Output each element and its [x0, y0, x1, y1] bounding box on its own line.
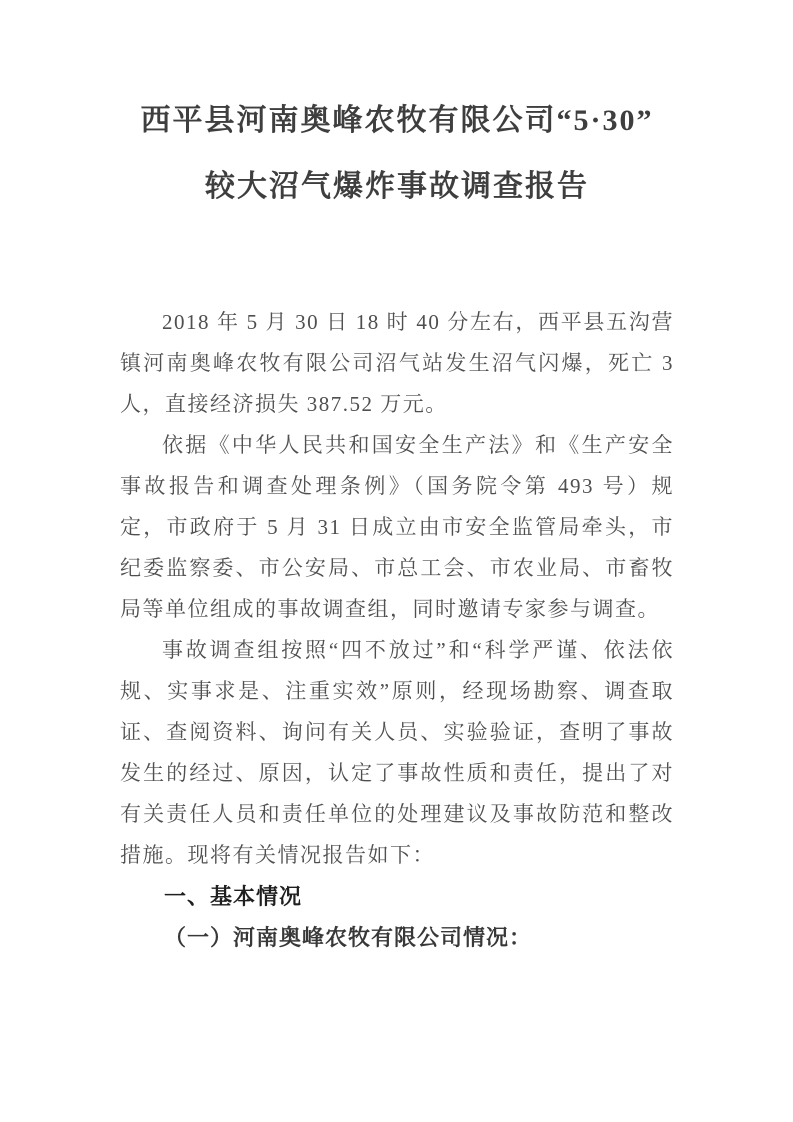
paragraph-incident-summary: 2018 年 5 月 30 日 18 时 40 分左右，西平县五沟营镇河南奥峰农牧有限公司沼气站发生沼气闪爆，死亡 3 人，直接经济损失 387.52 万元。: [120, 310, 674, 416]
subsection-heading-company-info: （一）河南奥峰农牧有限公司情况：: [164, 925, 533, 950]
section-heading-basic-situation: 一、基本情况: [164, 884, 303, 909]
document-title-line1: 西平县河南奥峰农牧有限公司“5·30”: [140, 104, 654, 137]
document-body: [120, 302, 674, 958]
document-title: [120, 88, 674, 220]
paragraph-investigation-process: 事故调查组按照“四不放过”和“科学严谨、依法依规、实事求是、注重实效”原则，经现场勘察、调查取证、查阅资料、询问有关人员、实验验证，查明了事故发生的经过、原因，认定了事故性质和责任，提出了对有关责任人员和责任单位的处理建议及事故防范和整改措施。现将有关情况报告如下：: [120, 638, 674, 867]
paragraph-investigation-basis: 依据《中华人民共和国安全生产法》和《生产安全事故报告和调查处理条例》（国务院令第 493 号）规定，市政府于 5 月 31 日成立由市安全监管局牵头，市纪委监察委、市公安局、市总工会、市农业局、市畜牧局等单位组成的事故调查组，同时邀请专家参与调查。: [120, 433, 674, 621]
document-title-line2: 较大沼气爆炸事故调查报告: [205, 170, 589, 203]
